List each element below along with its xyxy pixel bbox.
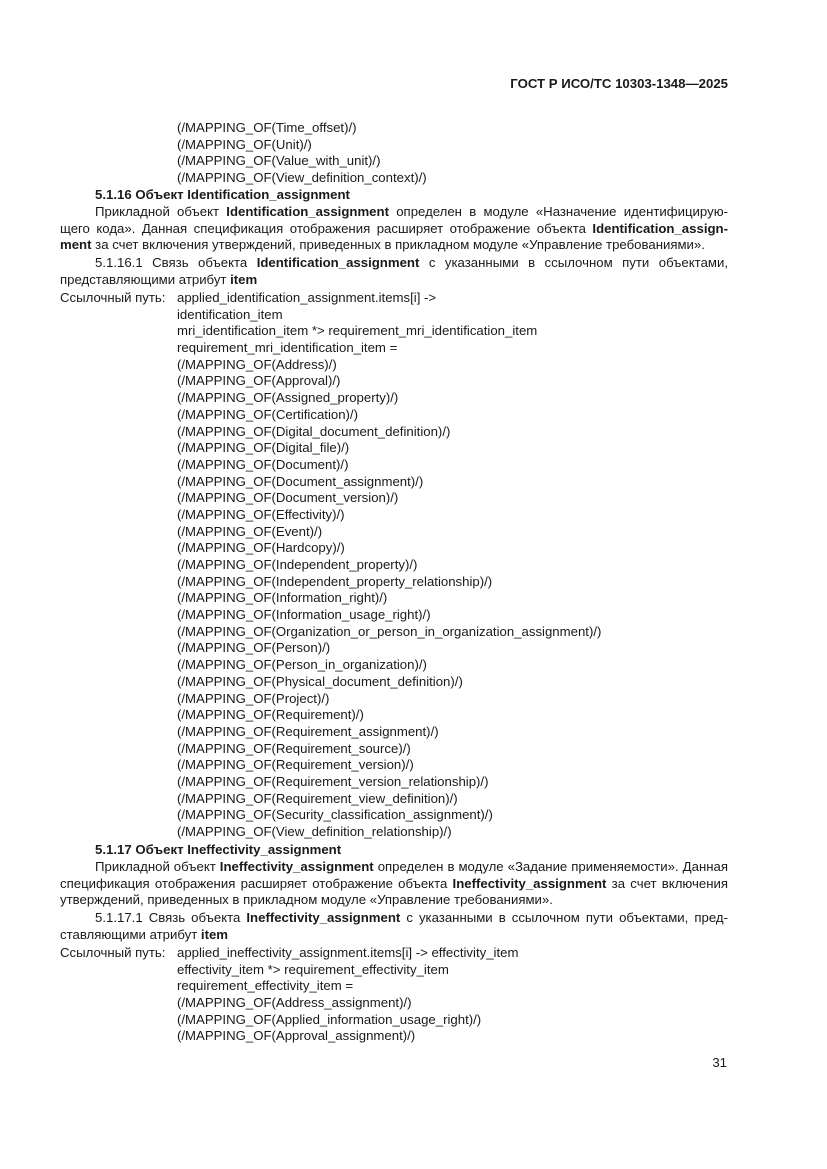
mapping-line: (/MAPPING_OF(Certification)/) [177,406,358,422]
section-5-1-17-paragraph-1 [60,859,728,909]
mapping-line: effectivity_item *> requirement_effectivity_item [177,961,449,977]
mapping-line: (/MAPPING_OF(Applied_information_usage_right)/) [177,1011,482,1027]
mapping-line: (/MAPPING_OF(Security_classification_assignment)/) [177,807,493,823]
mapping-line: (/MAPPING_OF(Information_usage_right)/) [177,607,431,623]
mapping-line: (/MAPPING_OF(View_definition_relationship)/) [177,824,452,839]
section-5-1-17-heading: 5.1.17 Объект Ineffectivity_assignment [95,842,342,857]
mapping-line: (/MAPPING_OF(Independent_property_relationship)/) [177,573,493,589]
text-run: 5.1.17.1 Связь объекта [95,910,247,925]
section-5-1-16-1-paragraph [60,255,728,288]
mapping-line: (/MAPPING_OF(Address)/) [177,356,337,372]
mapping-line: (/MAPPING_OF(Value_with_unit)/) [177,153,381,169]
mapping-line: (/MAPPING_OF(Person_in_organization)/) [177,657,427,673]
mapping-line: requirement_mri_identification_item = [177,340,398,356]
text-run: Прикладной объект [95,204,227,219]
text-run: 5.1.16.1 Связь объекта [95,255,257,270]
mapping-line: (/MAPPING_OF(Unit)/) [177,136,312,152]
reference-path-lines [177,945,518,1045]
mapping-line: (/MAPPING_OF(Event)/) [177,523,323,539]
mapping-line: applied_ineffectivity_assignment.items[i] -> effectivity_item [177,945,519,960]
mapping-line: (/MAPPING_OF(Assigned_property)/) [177,390,399,406]
mapping-line: (/MAPPING_OF(Digital_file)/) [177,440,350,456]
mapping-line: (/MAPPING_OF(Document_version)/) [177,490,399,506]
text-run: с указанными в ссылочном пути объектами, представляющими атрибут [60,255,729,287]
attribute-name: item [230,271,258,287]
mapping-line: (/MAPPING_OF(Requirement_version_relationship)/) [177,773,489,789]
mapping-line: (/MAPPING_OF(Approval)/) [177,373,341,389]
mapping-line: (/MAPPING_OF(Requirement_view_definition)/) [177,790,458,806]
entity-name: Identification_assignment [256,255,420,270]
text-run: за счет включения утверждений, приведенных в прикладном модуле «Управление требованиями». [60,875,728,908]
mapping-line: identification_item [177,306,283,322]
text-run: за счет включения утверждений, приведенных в прикладном модуле «Управление требованиями». [91,237,705,253]
mapping-line: applied_identification_assignment.items[i] -> [177,290,437,305]
mapping-line: (/MAPPING_OF(Person)/) [177,640,331,656]
text-run: определен в модуле «Задание применяемости». Данная спецификация отображения расширяет отображение объекта [60,859,728,891]
entity-name: Ineffectivity_assignment [246,910,401,925]
entity-name: Identification_assignment [226,204,389,219]
mapping-line: (/MAPPING_OF(Hardcopy)/) [177,540,345,556]
mapping-line: (/MAPPING_OF(Requirement)/) [177,707,364,723]
mapping-line: (/MAPPING_OF(Independent_property)/) [177,557,418,572]
attribute-name: item [200,926,229,942]
entity-name: Ineffectivity_assignment [219,859,374,874]
section-5-1-16-heading: 5.1.16 Объект Identification_assignment [95,187,350,202]
section-5-1-17-1-paragraph [60,910,728,943]
mapping-line: (/MAPPING_OF(Requirement_source)/) [177,740,411,756]
text-run: определен в модуле «Назначение идентифицирующего кода». Данная спецификация отображения расширяет отображение объекта [60,204,728,236]
mapping-line: requirement_effectivity_item = [177,978,354,994]
reference-path-label: Ссылочный путь: [60,290,166,305]
text-run: с указанными в ссылочном пути объектами, представляющими атрибут [60,910,728,942]
top-mapping-lines [177,120,427,187]
mapping-line: (/MAPPING_OF(Document)/) [177,456,349,472]
mapping-line: (/MAPPING_OF(Requirement_assignment)/) [177,723,439,739]
mapping-line: (/MAPPING_OF(Physical_document_definition)/) [177,673,463,689]
mapping-line: (/MAPPING_OF(Effectivity)/) [177,506,345,522]
mapping-line: (/MAPPING_OF(Organization_or_person_in_organization_assignment)/) [177,623,602,639]
mapping-line: (/MAPPING_OF(Information_right)/) [177,590,388,606]
mapping-line: (/MAPPING_OF(Digital_document_definition)/) [177,423,451,439]
mapping-line: (/MAPPING_OF(Address_assignment)/) [177,995,412,1011]
mapping-line: (/MAPPING_OF(Document_assignment)/) [177,473,424,489]
mapping-line: (/MAPPING_OF(Requirement_version)/) [177,757,414,773]
page-number: 31 [712,1055,727,1070]
text-run: Прикладной объект [95,859,220,874]
mapping-line: (/MAPPING_OF(View_definition_context)/) [177,170,427,186]
entity-name: Ineffectivity_assignment [452,875,607,891]
entity-name: Identification_assignment [60,220,728,253]
section-5-1-16-paragraph-1 [60,204,728,254]
mapping-line: (/MAPPING_OF(Approval_assignment)/) [177,1028,416,1044]
document-code-header: ГОСТ Р ИСО/ТС 10303-1348—2025 [510,76,728,91]
reference-path-label: Ссылочный путь: [60,945,166,960]
mapping-line: (/MAPPING_OF(Time_offset)/) [177,120,357,135]
mapping-line: mri_identification_item *> requirement_mri_identification_item [177,323,538,339]
reference-path-lines [177,290,601,841]
mapping-line: (/MAPPING_OF(Project)/) [177,690,330,706]
